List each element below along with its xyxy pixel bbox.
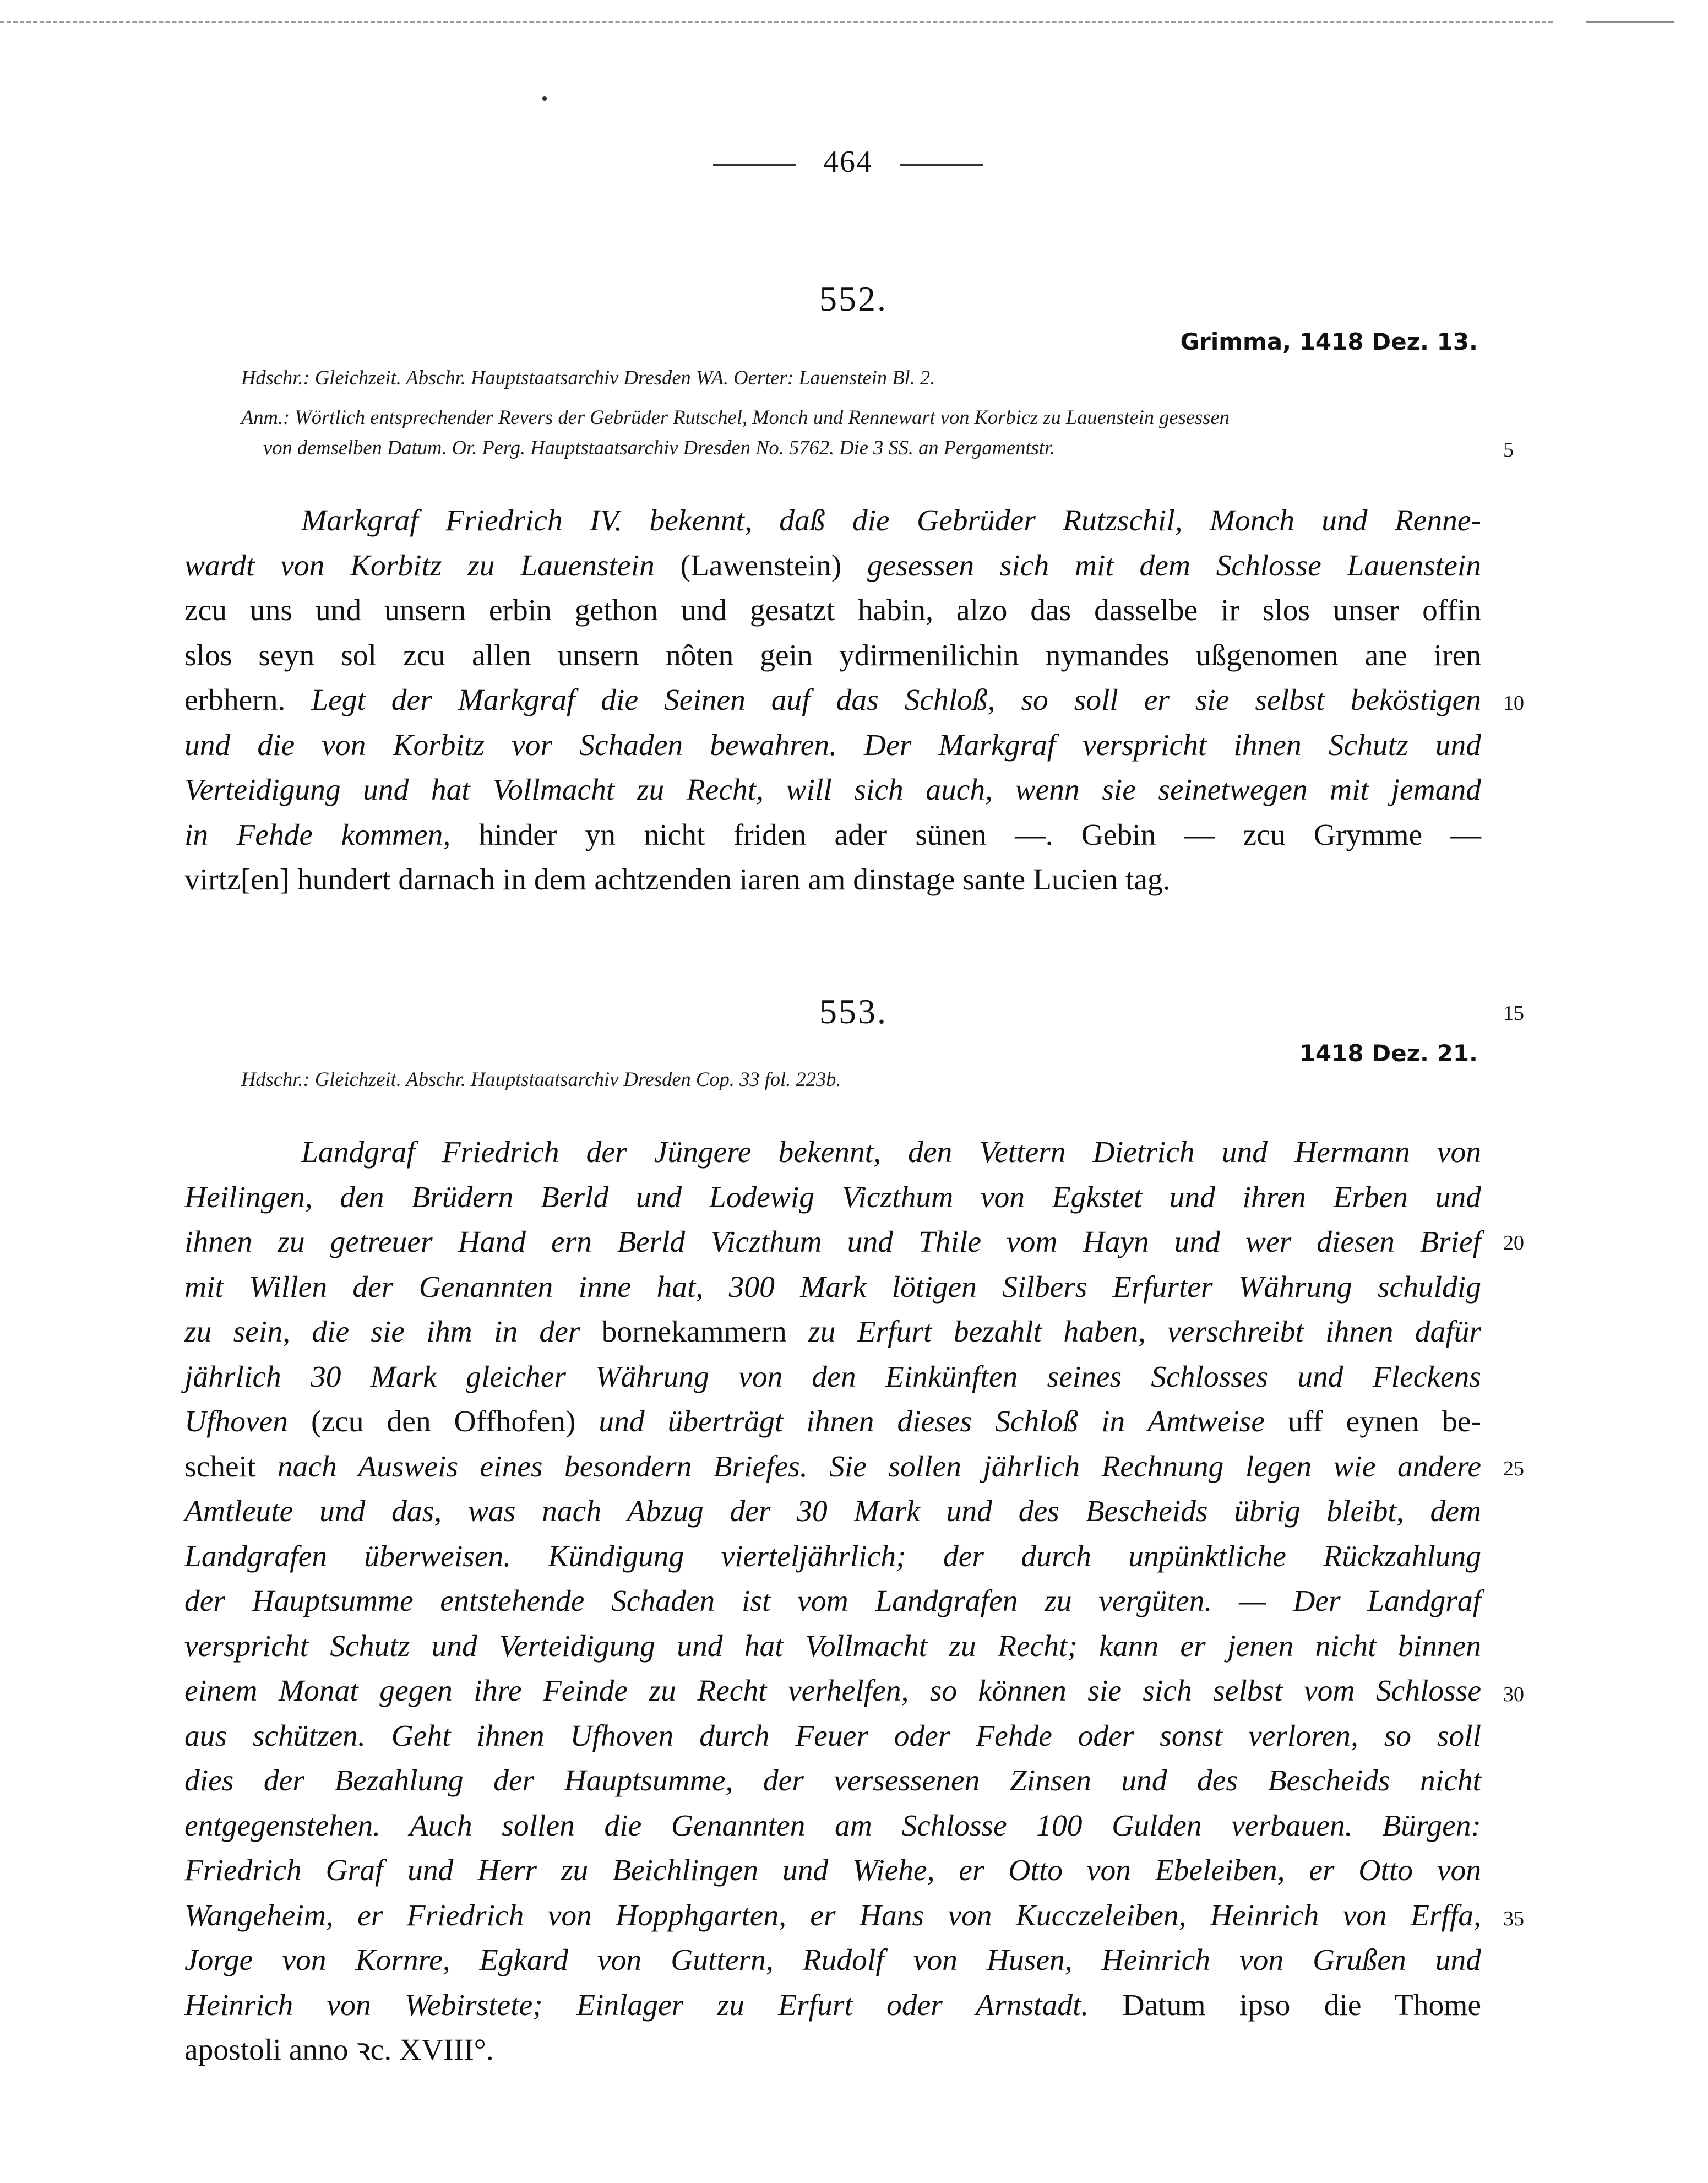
doc-552-hdschr: Hdschr.: Gleichzeit. Abschr. Hauptstaatsarchiv Dresden WA. Oerter: Lauenstein Bl. 2.	[241, 366, 935, 389]
doc-552-text-segment: in Fehde kommen,	[184, 818, 479, 852]
doc-552-body	[184, 498, 1481, 903]
doc-552-text-segment: Verteidigung und hat Vollmacht zu Recht, will sich auch, wenn sie seinetwegen mit jemand	[184, 773, 1481, 807]
doc-553-text-segment: verspricht Schutz und Verteidigung und hat Vollmacht zu Recht; kann er jenen nicht binnen	[184, 1629, 1481, 1663]
doc-553-text-segment: Landgrafen überweisen. Kündigung vierteljährlich; der durch unpünktliche Rückzahlung	[184, 1539, 1481, 1573]
doc-553-text-segment: ihnen zu getreuer Hand ern Berld Viczthum und Thile vom Hayn und wer diesen Brief	[184, 1225, 1481, 1259]
doc-552-text-segment: zcu uns und unsern erbin gethon und gesatzt habin, alzo das dasselbe ir slos unser offin	[184, 594, 1481, 627]
doc-552-text-segment: und die von Korbitz vor Schaden bewahren. Der Markgraf verspricht ihnen Schutz und	[184, 728, 1481, 762]
doc-552-text-line	[184, 544, 1481, 589]
doc-553-text-line	[184, 2028, 1481, 2073]
doc-552-text-line	[184, 588, 1481, 633]
doc-553-text-segment: entgegenstehen. Auch sollen die Genannten am Schlosse 100 Gulden verbauen. Bürgen:	[184, 1809, 1481, 1843]
doc-553-text-line	[184, 1938, 1481, 1983]
header-dash-right	[900, 164, 983, 166]
doc-553-text-segment: Amtleute und das, was nach Abzug der 30 Mark und des Bescheids übrig bleibt, dem	[184, 1495, 1481, 1528]
page-number: 464	[823, 145, 873, 179]
doc-553-text-line	[184, 1265, 1481, 1310]
doc-553-text-line	[184, 1220, 1481, 1265]
line-number-35: 35	[1503, 1907, 1524, 1930]
doc-553-text-line	[184, 1758, 1481, 1804]
doc-552-text-segment: Markgraf Friedrich IV. bekennt, daß die Gebrüder Rutzschil, Monch und Renne-	[301, 504, 1481, 537]
doc-552-anm-line2: von demselben Datum. Or. Perg. Hauptstaatsarchiv Dresden No. 5762. Die 3 SS. an Pergamentstr.	[263, 436, 1056, 459]
doc-553-text-line	[184, 1893, 1481, 1938]
doc-552-text-line	[184, 633, 1481, 678]
doc-552-text-segment: Legt der Markgraf die Seinen auf das Schloß, so soll er sie selbst beköstigen	[311, 683, 1482, 717]
doc-553-text-segment: Jorge von Kornre, Egkard von Guttern, Rudolf von Husen, Heinrich von Grußen und	[184, 1943, 1481, 1977]
doc-553-text-segment: Heinrich von Webirstete; Einlager zu Erfurt oder Arnstadt.	[184, 1988, 1123, 2022]
doc-553-hdschr-note	[241, 1064, 1480, 1094]
doc-553-text-segment: und überträgt ihnen dieses Schloß in Amtweise	[599, 1405, 1288, 1438]
line-number-15: 15	[1503, 1002, 1524, 1025]
doc-552-text-line	[184, 768, 1481, 813]
doc-553-text-segment: einem Monat gegen ihre Feinde zu Recht verhelfen, so können sie sich selbst vom Schlosse	[184, 1674, 1481, 1708]
doc-552-text-segment: gesessen sich mit dem Schlosse Lauenstein	[867, 549, 1481, 583]
doc-553-text-segment: Wangeheim, er Friedrich von Hopphgarten, er Hans von Kucczeleiben, Heinrich von Erffa,	[184, 1898, 1481, 1932]
doc-552-text-segment: wardt von Korbitz zu Lauenstein	[184, 549, 681, 583]
doc-553-text-line	[184, 1355, 1481, 1400]
doc-552-text-line	[184, 498, 1481, 544]
doc-553-text-segment: Datum ipso die Thome	[1122, 1988, 1482, 2022]
doc-553-text-segment: (zcu den Offhofen)	[311, 1405, 599, 1438]
doc-553-text-line	[184, 1130, 1481, 1175]
doc-553-text-segment: Friedrich Graf und Herr zu Beichlingen und Wiehe, er Otto von Ebeleiben, er Otto von	[184, 1854, 1481, 1887]
doc-553-text-line	[184, 1848, 1481, 1893]
doc-553-text-line	[184, 1669, 1481, 1714]
doc-553-text-line	[184, 1310, 1481, 1355]
line-number-20: 20	[1503, 1231, 1524, 1255]
doc-552-anm-note	[241, 402, 1480, 463]
doc-553-text-segment: Ufhoven	[184, 1405, 311, 1438]
doc-553-text-segment: apostoli anno ꝛc. XVIII°.	[184, 2033, 494, 2067]
doc-552-text-line	[184, 678, 1481, 723]
doc-552-text-segment: hinder yn nicht friden ader sünen —. Gebin — zcu Grymme —	[478, 818, 1481, 852]
doc-552-text-line	[184, 723, 1481, 768]
doc-553-text-segment: scheit	[184, 1449, 278, 1484]
doc-552-text-segment: slos seyn sol zcu allen unsern nôten gein ydirmenilichin nymandes ußgenomen ane iren	[184, 638, 1481, 672]
doc-553-text-segment: zu Erfurt bezahlt haben, verschreibt ihnen dafür	[808, 1315, 1481, 1349]
doc-553-text-segment: aus schützen. Geht ihnen Ufhoven durch Feuer oder Fehde oder sonst verloren, so soll	[184, 1719, 1481, 1753]
header-dash-left	[713, 164, 796, 166]
doc-553-text-line	[184, 1624, 1481, 1669]
doc-553-text-segment: Heilingen, den Brüdern Berld und Lodewig Viczthum von Egkstet und ihren Erben und	[184, 1180, 1481, 1214]
doc-553-text-segment: der Hauptsumme entstehende Schaden ist vom Landgrafen zu vergüten. — Der Landgraf	[184, 1584, 1481, 1618]
doc-552-text-line	[184, 857, 1481, 903]
doc-553-text-segment: bornekammern	[601, 1315, 809, 1349]
line-number-5: 5	[1503, 438, 1514, 461]
doc-553-number: 553.	[819, 992, 888, 1031]
doc-553-text-line	[184, 1399, 1481, 1445]
doc-553-text-line	[184, 1489, 1481, 1534]
doc-553-text-line	[184, 1714, 1481, 1759]
doc-553-text-segment: dies der Bezahlung der Hauptsumme, der versessenen Zinsen und des Bescheids nicht	[184, 1764, 1481, 1798]
doc-552-text-segment: erbhern.	[184, 683, 312, 717]
doc-553-text-line	[184, 1175, 1481, 1220]
doc-553-text-segment: mit Willen der Genannten inne hat, 300 Mark lötigen Silbers Erfurter Währung schuldig	[184, 1270, 1481, 1304]
page-header	[683, 144, 1013, 180]
doc-553-text-line	[184, 1534, 1481, 1579]
top-border-line-right	[1586, 21, 1674, 23]
doc-553-text-segment: Landgraf Friedrich der Jüngere bekennt, den Vettern Dietrich und Hermann von	[301, 1136, 1481, 1169]
line-number-25: 25	[1503, 1457, 1524, 1480]
doc-552-number: 552.	[819, 279, 888, 318]
doc-553-text-segment: nach Ausweis eines besondern Briefes. Sie sollen jährlich Rechnung legen wie andere	[277, 1449, 1481, 1484]
doc-552-anm-line1: Anm.: Wörtlich entsprechender Revers der Gebrüder Rutschel, Monch und Rennewart von Korbicz zu Lauenstein gesessen	[241, 406, 1230, 428]
doc-553-text-segment: zu sein, die sie ihm in der	[184, 1315, 602, 1349]
doc-552-hdschr-note	[241, 362, 1480, 393]
doc-553-text-segment: uff eynen be-	[1287, 1405, 1481, 1438]
line-number-10: 10	[1503, 692, 1524, 715]
doc-553-body	[184, 1130, 1481, 2073]
doc-552-text-segment: (Lawenstein)	[680, 549, 867, 583]
doc-553-hdschr: Hdschr.: Gleichzeit. Abschr. Hauptstaatsarchiv Dresden Cop. 33 fol. 223b.	[241, 1068, 841, 1090]
doc-552-text-segment: virtz[en] hundert darnach in dem achtzenden iaren am dinstage sante Lucien tag.	[184, 863, 1171, 897]
doc-553-text-line	[184, 1804, 1481, 1849]
doc-553-text-line	[184, 1445, 1481, 1490]
doc-553-text-line	[184, 1579, 1481, 1624]
ink-speck	[542, 96, 547, 101]
doc-553-text-line	[184, 1983, 1481, 2028]
top-border-line	[0, 21, 1553, 23]
line-number-30: 30	[1503, 1683, 1524, 1706]
doc-553-text-segment: jährlich 30 Mark gleicher Währung von den Einkünften seines Schlosses und Fleckens	[184, 1360, 1481, 1394]
doc-553-date: 1418 Dez. 21.	[1299, 1040, 1478, 1067]
doc-552-place-date: Grimma, 1418 Dez. 13.	[1180, 328, 1478, 355]
doc-552-text-line	[184, 813, 1481, 858]
